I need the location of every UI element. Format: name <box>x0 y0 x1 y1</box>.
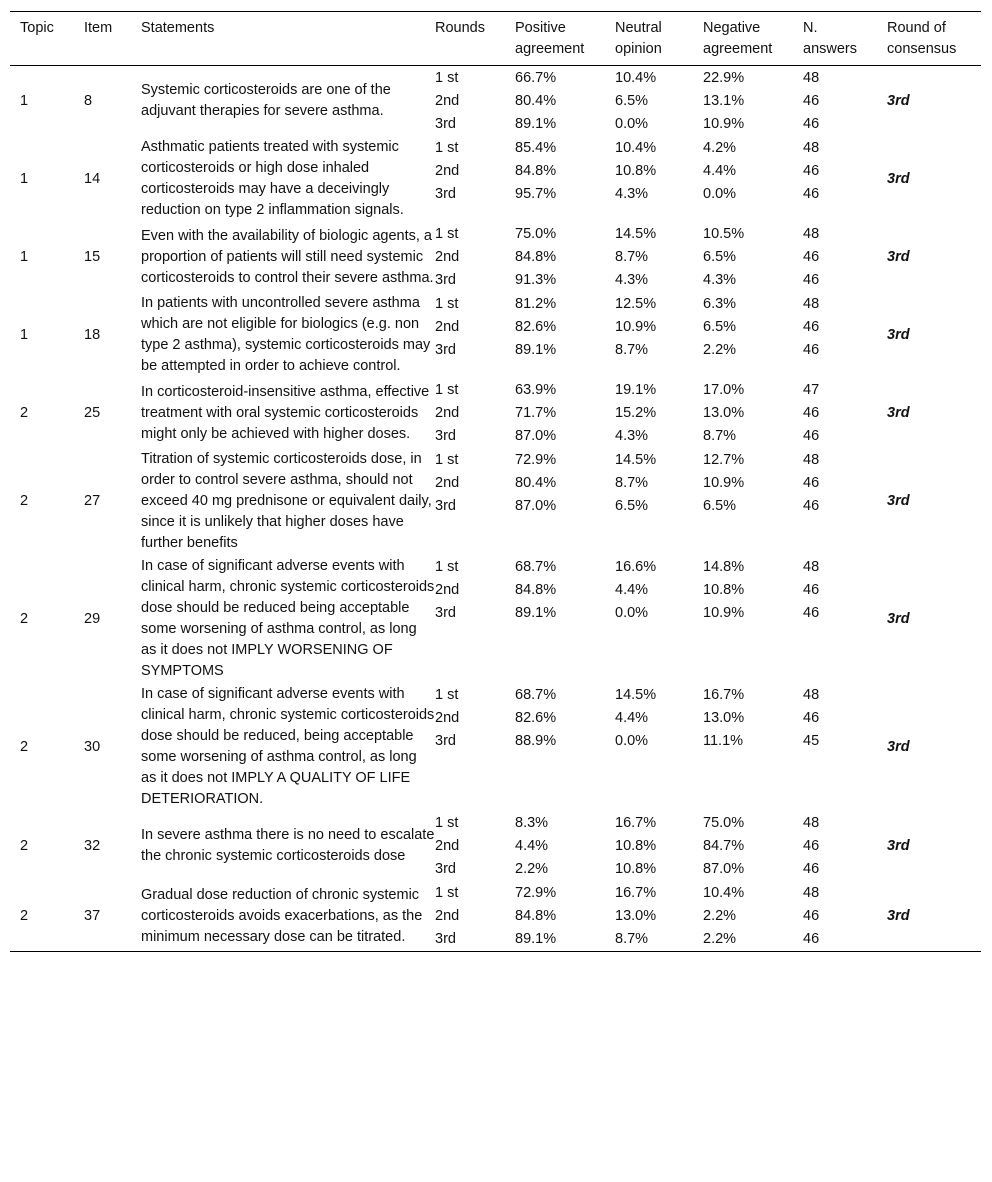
round-of-consensus-cell: 3rd <box>887 837 910 854</box>
answers-value: 48 <box>803 815 820 831</box>
header-topic: Topic <box>20 20 54 36</box>
positive-value: 88.9% <box>515 733 557 749</box>
header-negative-agreement <box>703 12 803 66</box>
n-answers-cell <box>803 683 887 811</box>
round-label: 2nd <box>435 908 460 924</box>
consensus-table-container <box>10 11 981 952</box>
neutral-value: 4.3% <box>615 186 649 202</box>
positive-value: 89.1% <box>515 605 557 621</box>
header-consensus-line1: Round of <box>887 20 946 36</box>
neutral-opinion-cell <box>615 448 703 555</box>
neutral-value: 0.0% <box>615 605 649 621</box>
statement-cell: Asthmatic patients treated with systemic corticosteroids or high dose inhaled corticosteroids may have a deceivingly reduction on type 2 inflammation signals. <box>141 139 404 218</box>
negative-value: 10.9% <box>703 475 745 491</box>
round-of-consensus-cell: 3rd <box>887 326 910 343</box>
neutral-opinion-cell <box>615 378 703 448</box>
answers-value: 48 <box>803 296 820 312</box>
header-answers-line1: N. <box>803 20 818 36</box>
positive-agreement-cell <box>515 66 615 137</box>
answers-value: 46 <box>803 861 820 877</box>
table-row <box>10 378 981 448</box>
round-label: 2nd <box>435 249 460 265</box>
header-round-of-consensus <box>887 12 981 66</box>
positive-agreement-cell <box>515 881 615 952</box>
consensus-table <box>10 11 981 952</box>
neutral-value: 10.4% <box>615 140 657 156</box>
neutral-opinion-cell <box>615 555 703 683</box>
n-answers-cell <box>803 222 887 292</box>
positive-agreement-cell <box>515 136 615 222</box>
header-rounds: Rounds <box>435 20 485 36</box>
negative-value: 84.7% <box>703 838 745 854</box>
answers-value: 46 <box>803 582 820 598</box>
answers-value: 46 <box>803 498 820 514</box>
header-n-answers <box>803 12 887 66</box>
item-cell: 18 <box>84 326 101 343</box>
header-positive-agreement <box>515 12 615 66</box>
header-item: Item <box>84 20 113 36</box>
positive-value: 91.3% <box>515 272 557 288</box>
neutral-opinion-cell <box>615 66 703 137</box>
table-row <box>10 555 981 683</box>
positive-value: 68.7% <box>515 559 557 575</box>
negative-value: 4.3% <box>703 272 737 288</box>
neutral-value: 10.8% <box>615 861 657 877</box>
negative-value: 2.2% <box>703 908 737 924</box>
answers-value: 46 <box>803 272 820 288</box>
statement-cell: In case of significant adverse events with clinical harm, chronic systemic corticosteroids dose should be reduced, being acceptable some worsening of asthma control, as long as it does not IMPLY A QUALITY OF LIFE DETERIORATION. <box>141 686 435 807</box>
round-label: 2nd <box>435 163 460 179</box>
round-label: 1 st <box>435 559 459 575</box>
n-answers-cell <box>803 881 887 952</box>
neutral-value: 12.5% <box>615 296 657 312</box>
table-body <box>10 66 981 952</box>
neutral-value: 8.7% <box>615 342 649 358</box>
answers-value: 46 <box>803 249 820 265</box>
round-of-consensus-cell: 3rd <box>887 493 910 509</box>
positive-value: 68.7% <box>515 687 557 703</box>
item-cell: 32 <box>84 837 101 854</box>
table-row <box>10 811 981 881</box>
round-label: 1 st <box>435 815 459 831</box>
rounds-cell <box>435 448 515 555</box>
negative-value: 13.0% <box>703 710 745 726</box>
header-negative-line2: agreement <box>703 41 773 57</box>
answers-value: 48 <box>803 559 820 575</box>
answers-value: 46 <box>803 475 820 491</box>
positive-agreement-cell <box>515 292 615 378</box>
round-label: 3rd <box>435 428 456 444</box>
answers-value: 48 <box>803 885 820 901</box>
neutral-value: 15.2% <box>615 405 657 421</box>
positive-value: 2.2% <box>515 861 549 877</box>
neutral-value: 0.0% <box>615 733 649 749</box>
header-neutral-line2: opinion <box>615 41 662 57</box>
positive-value: 82.6% <box>515 710 557 726</box>
answers-value: 48 <box>803 70 820 86</box>
topic-cell: 2 <box>20 738 29 755</box>
negative-value: 14.8% <box>703 559 745 575</box>
negative-value: 17.0% <box>703 382 745 398</box>
n-answers-cell <box>803 292 887 378</box>
round-of-consensus-cell: 3rd <box>887 907 910 924</box>
rounds-cell <box>435 222 515 292</box>
n-answers-cell <box>803 66 887 137</box>
answers-value: 48 <box>803 226 820 242</box>
table-row <box>10 66 981 137</box>
round-label: 1 st <box>435 452 459 468</box>
negative-agreement-cell <box>703 555 803 683</box>
neutral-opinion-cell <box>615 136 703 222</box>
topic-cell: 2 <box>20 837 29 854</box>
negative-value: 4.2% <box>703 140 737 156</box>
neutral-opinion-cell <box>615 811 703 881</box>
round-label: 1 st <box>435 226 459 242</box>
answers-value: 46 <box>803 710 820 726</box>
n-answers-cell <box>803 378 887 448</box>
header-neutral-opinion <box>615 12 703 66</box>
positive-value: 80.4% <box>515 475 557 491</box>
statement-cell: Titration of systemic corticosteroids dose, in order to control severe asthma, should not exceed 40 mg prednisone or equivalent daily, since it is unlikely that higher doses have further benefits <box>141 451 432 551</box>
negative-value: 6.5% <box>703 498 737 514</box>
negative-value: 13.1% <box>703 93 745 109</box>
answers-value: 48 <box>803 687 820 703</box>
negative-agreement-cell <box>703 66 803 137</box>
positive-value: 75.0% <box>515 226 557 242</box>
negative-agreement-cell <box>703 683 803 811</box>
header-positive-line2: agreement <box>515 41 585 57</box>
header-negative-line1: Negative <box>703 20 761 36</box>
topic-cell: 1 <box>20 326 29 343</box>
topic-cell: 2 <box>20 907 29 924</box>
negative-agreement-cell <box>703 811 803 881</box>
negative-value: 6.5% <box>703 319 737 335</box>
answers-value: 47 <box>803 382 820 398</box>
negative-value: 16.7% <box>703 687 745 703</box>
positive-agreement-cell <box>515 378 615 448</box>
table-row <box>10 448 981 555</box>
round-label: 1 st <box>435 382 459 398</box>
negative-value: 4.4% <box>703 163 737 179</box>
negative-value: 10.5% <box>703 226 745 242</box>
table-row <box>10 292 981 378</box>
negative-agreement-cell <box>703 448 803 555</box>
item-cell: 14 <box>84 170 101 187</box>
positive-value: 89.1% <box>515 342 557 358</box>
neutral-value: 14.5% <box>615 452 657 468</box>
topic-cell: 2 <box>20 493 29 509</box>
round-label: 2nd <box>435 319 460 335</box>
negative-agreement-cell <box>703 378 803 448</box>
answers-value: 46 <box>803 186 820 202</box>
negative-value: 10.4% <box>703 885 745 901</box>
negative-value: 6.5% <box>703 249 737 265</box>
round-of-consensus-cell: 3rd <box>887 404 910 421</box>
positive-value: 71.7% <box>515 405 557 421</box>
answers-value: 46 <box>803 116 820 132</box>
neutral-value: 6.5% <box>615 498 649 514</box>
answers-value: 48 <box>803 452 820 468</box>
positive-value: 84.8% <box>515 163 557 179</box>
neutral-opinion-cell <box>615 292 703 378</box>
answers-value: 46 <box>803 838 820 854</box>
negative-value: 10.9% <box>703 116 745 132</box>
negative-value: 11.1% <box>703 733 744 749</box>
item-cell: 30 <box>84 738 101 755</box>
positive-value: 87.0% <box>515 428 557 444</box>
neutral-value: 10.4% <box>615 70 657 86</box>
positive-value: 72.9% <box>515 885 557 901</box>
statement-cell: Even with the availability of biologic agents, a proportion of patients will still need systemic corticosteroids to control their severe asthma. <box>141 227 434 286</box>
round-of-consensus-cell: 3rd <box>887 92 910 109</box>
negative-value: 13.0% <box>703 405 745 421</box>
topic-cell: 1 <box>20 170 29 187</box>
round-label: 1 st <box>435 140 459 156</box>
round-label: 2nd <box>435 93 460 109</box>
rounds-cell <box>435 292 515 378</box>
statement-cell: Gradual dose reduction of chronic systemic corticosteroids avoids exacerbations, as the minimum necessary dose can be titrated. <box>141 886 423 945</box>
neutral-opinion-cell <box>615 881 703 952</box>
neutral-value: 16.6% <box>615 559 657 575</box>
rounds-cell <box>435 811 515 881</box>
neutral-value: 6.5% <box>615 93 649 109</box>
negative-value: 2.2% <box>703 342 737 358</box>
positive-value: 81.2% <box>515 296 557 312</box>
item-cell: 37 <box>84 907 101 924</box>
round-label: 3rd <box>435 605 456 621</box>
statement-cell: In case of significant adverse events with clinical harm, chronic systemic corticosteroids dose should be reduced being acceptable some worsening of asthma control, as long as it does not IMPLY WORSENING OF SYMPTOMS <box>141 558 435 679</box>
table-row <box>10 222 981 292</box>
answers-value: 46 <box>803 931 820 947</box>
positive-value: 8.3% <box>515 815 549 831</box>
positive-value: 84.8% <box>515 582 557 598</box>
negative-value: 8.7% <box>703 428 737 444</box>
statement-cell: In patients with uncontrolled severe asthma which are not eligible for biologics (e.g. non type 2 asthma), systemic corticosteroids may be attempted in order to achieve control. <box>141 295 431 374</box>
n-answers-cell <box>803 448 887 555</box>
negative-value: 10.8% <box>703 582 745 598</box>
neutral-value: 4.3% <box>615 272 649 288</box>
positive-value: 4.4% <box>515 838 549 854</box>
round-of-consensus-cell: 3rd <box>887 170 910 187</box>
answers-value: 46 <box>803 342 820 358</box>
table-header <box>10 12 981 66</box>
positive-value: 72.9% <box>515 452 557 468</box>
positive-value: 63.9% <box>515 382 557 398</box>
rounds-cell <box>435 136 515 222</box>
rounds-cell <box>435 683 515 811</box>
neutral-value: 4.4% <box>615 582 649 598</box>
topic-cell: 1 <box>20 92 29 109</box>
positive-agreement-cell <box>515 555 615 683</box>
negative-value: 22.9% <box>703 70 745 86</box>
negative-agreement-cell <box>703 136 803 222</box>
negative-value: 10.9% <box>703 605 745 621</box>
round-label: 1 st <box>435 687 459 703</box>
header-positive-line1: Positive <box>515 20 566 36</box>
negative-agreement-cell <box>703 222 803 292</box>
item-cell: 29 <box>84 610 101 627</box>
neutral-value: 8.7% <box>615 249 649 265</box>
statement-cell: Systemic corticosteroids are one of the adjuvant therapies for severe asthma. <box>141 82 391 119</box>
positive-value: 80.4% <box>515 93 557 109</box>
header-row <box>10 12 981 66</box>
positive-value: 84.8% <box>515 908 557 924</box>
positive-value: 84.8% <box>515 249 557 265</box>
statement-cell: In corticosteroid-insensitive asthma, effective treatment with oral systemic corticosteroids might only be achieved with higher doses. <box>141 383 430 442</box>
answers-value: 46 <box>803 428 820 444</box>
neutral-value: 4.3% <box>615 428 649 444</box>
positive-value: 82.6% <box>515 319 557 335</box>
neutral-value: 4.4% <box>615 710 649 726</box>
neutral-value: 10.8% <box>615 838 657 854</box>
topic-cell: 2 <box>20 404 29 421</box>
positive-agreement-cell <box>515 683 615 811</box>
positive-agreement-cell <box>515 448 615 555</box>
answers-value: 46 <box>803 163 820 179</box>
negative-value: 12.7% <box>703 452 745 468</box>
table-row <box>10 683 981 811</box>
answers-value: 46 <box>803 605 820 621</box>
negative-value: 6.3% <box>703 296 737 312</box>
header-answers-line2: answers <box>803 41 857 57</box>
round-label: 2nd <box>435 710 460 726</box>
table-row <box>10 136 981 222</box>
n-answers-cell <box>803 811 887 881</box>
answers-value: 46 <box>803 908 820 924</box>
positive-agreement-cell <box>515 811 615 881</box>
rounds-cell <box>435 555 515 683</box>
positive-value: 89.1% <box>515 116 557 132</box>
header-neutral-line1: Neutral <box>615 20 662 36</box>
neutral-value: 16.7% <box>615 885 657 901</box>
topic-cell: 1 <box>20 248 29 265</box>
item-cell: 25 <box>84 404 101 421</box>
item-cell: 27 <box>84 493 101 509</box>
positive-value: 95.7% <box>515 186 557 202</box>
positive-agreement-cell <box>515 222 615 292</box>
header-consensus-line2: consensus <box>887 41 957 57</box>
neutral-value: 14.5% <box>615 226 657 242</box>
round-of-consensus-cell: 3rd <box>887 610 910 627</box>
neutral-value: 0.0% <box>615 116 649 132</box>
header-statements: Statements <box>141 20 215 36</box>
answers-value: 45 <box>803 733 820 749</box>
negative-value: 2.2% <box>703 931 737 947</box>
neutral-value: 10.9% <box>615 319 657 335</box>
table-row <box>10 881 981 952</box>
answers-value: 46 <box>803 93 820 109</box>
neutral-value: 16.7% <box>615 815 657 831</box>
negative-agreement-cell <box>703 292 803 378</box>
positive-value: 87.0% <box>515 498 557 514</box>
round-of-consensus-cell: 3rd <box>887 248 910 265</box>
positive-value: 66.7% <box>515 70 557 86</box>
round-of-consensus-cell: 3rd <box>887 738 910 755</box>
positive-value: 85.4% <box>515 140 557 156</box>
neutral-value: 14.5% <box>615 687 657 703</box>
round-label: 3rd <box>435 272 456 288</box>
neutral-opinion-cell <box>615 222 703 292</box>
item-cell: 15 <box>84 248 101 265</box>
round-label: 3rd <box>435 498 456 514</box>
round-label: 3rd <box>435 116 456 132</box>
round-label: 3rd <box>435 931 456 947</box>
positive-value: 89.1% <box>515 931 557 947</box>
round-label: 3rd <box>435 733 456 749</box>
n-answers-cell <box>803 555 887 683</box>
neutral-value: 10.8% <box>615 163 657 179</box>
statement-cell: In severe asthma there is no need to escalate the chronic systemic corticosteroids dose <box>141 827 435 864</box>
item-cell: 8 <box>84 92 93 109</box>
neutral-value: 19.1% <box>615 382 657 398</box>
round-label: 2nd <box>435 405 460 421</box>
topic-cell: 2 <box>20 610 29 627</box>
neutral-value: 13.0% <box>615 908 657 924</box>
round-label: 2nd <box>435 582 460 598</box>
round-label: 1 st <box>435 70 459 86</box>
n-answers-cell <box>803 136 887 222</box>
negative-value: 0.0% <box>703 186 737 202</box>
negative-value: 87.0% <box>703 861 745 877</box>
answers-value: 48 <box>803 140 820 156</box>
rounds-cell <box>435 66 515 137</box>
answers-value: 46 <box>803 319 820 335</box>
rounds-cell <box>435 881 515 952</box>
negative-agreement-cell <box>703 881 803 952</box>
round-label: 3rd <box>435 186 456 202</box>
neutral-value: 8.7% <box>615 475 649 491</box>
answers-value: 46 <box>803 405 820 421</box>
neutral-value: 8.7% <box>615 931 649 947</box>
rounds-cell <box>435 378 515 448</box>
round-label: 1 st <box>435 885 459 901</box>
round-label: 2nd <box>435 475 460 491</box>
round-label: 1 st <box>435 296 459 312</box>
round-label: 2nd <box>435 838 460 854</box>
negative-value: 75.0% <box>703 815 745 831</box>
neutral-opinion-cell <box>615 683 703 811</box>
round-label: 3rd <box>435 861 456 877</box>
round-label: 3rd <box>435 342 456 358</box>
